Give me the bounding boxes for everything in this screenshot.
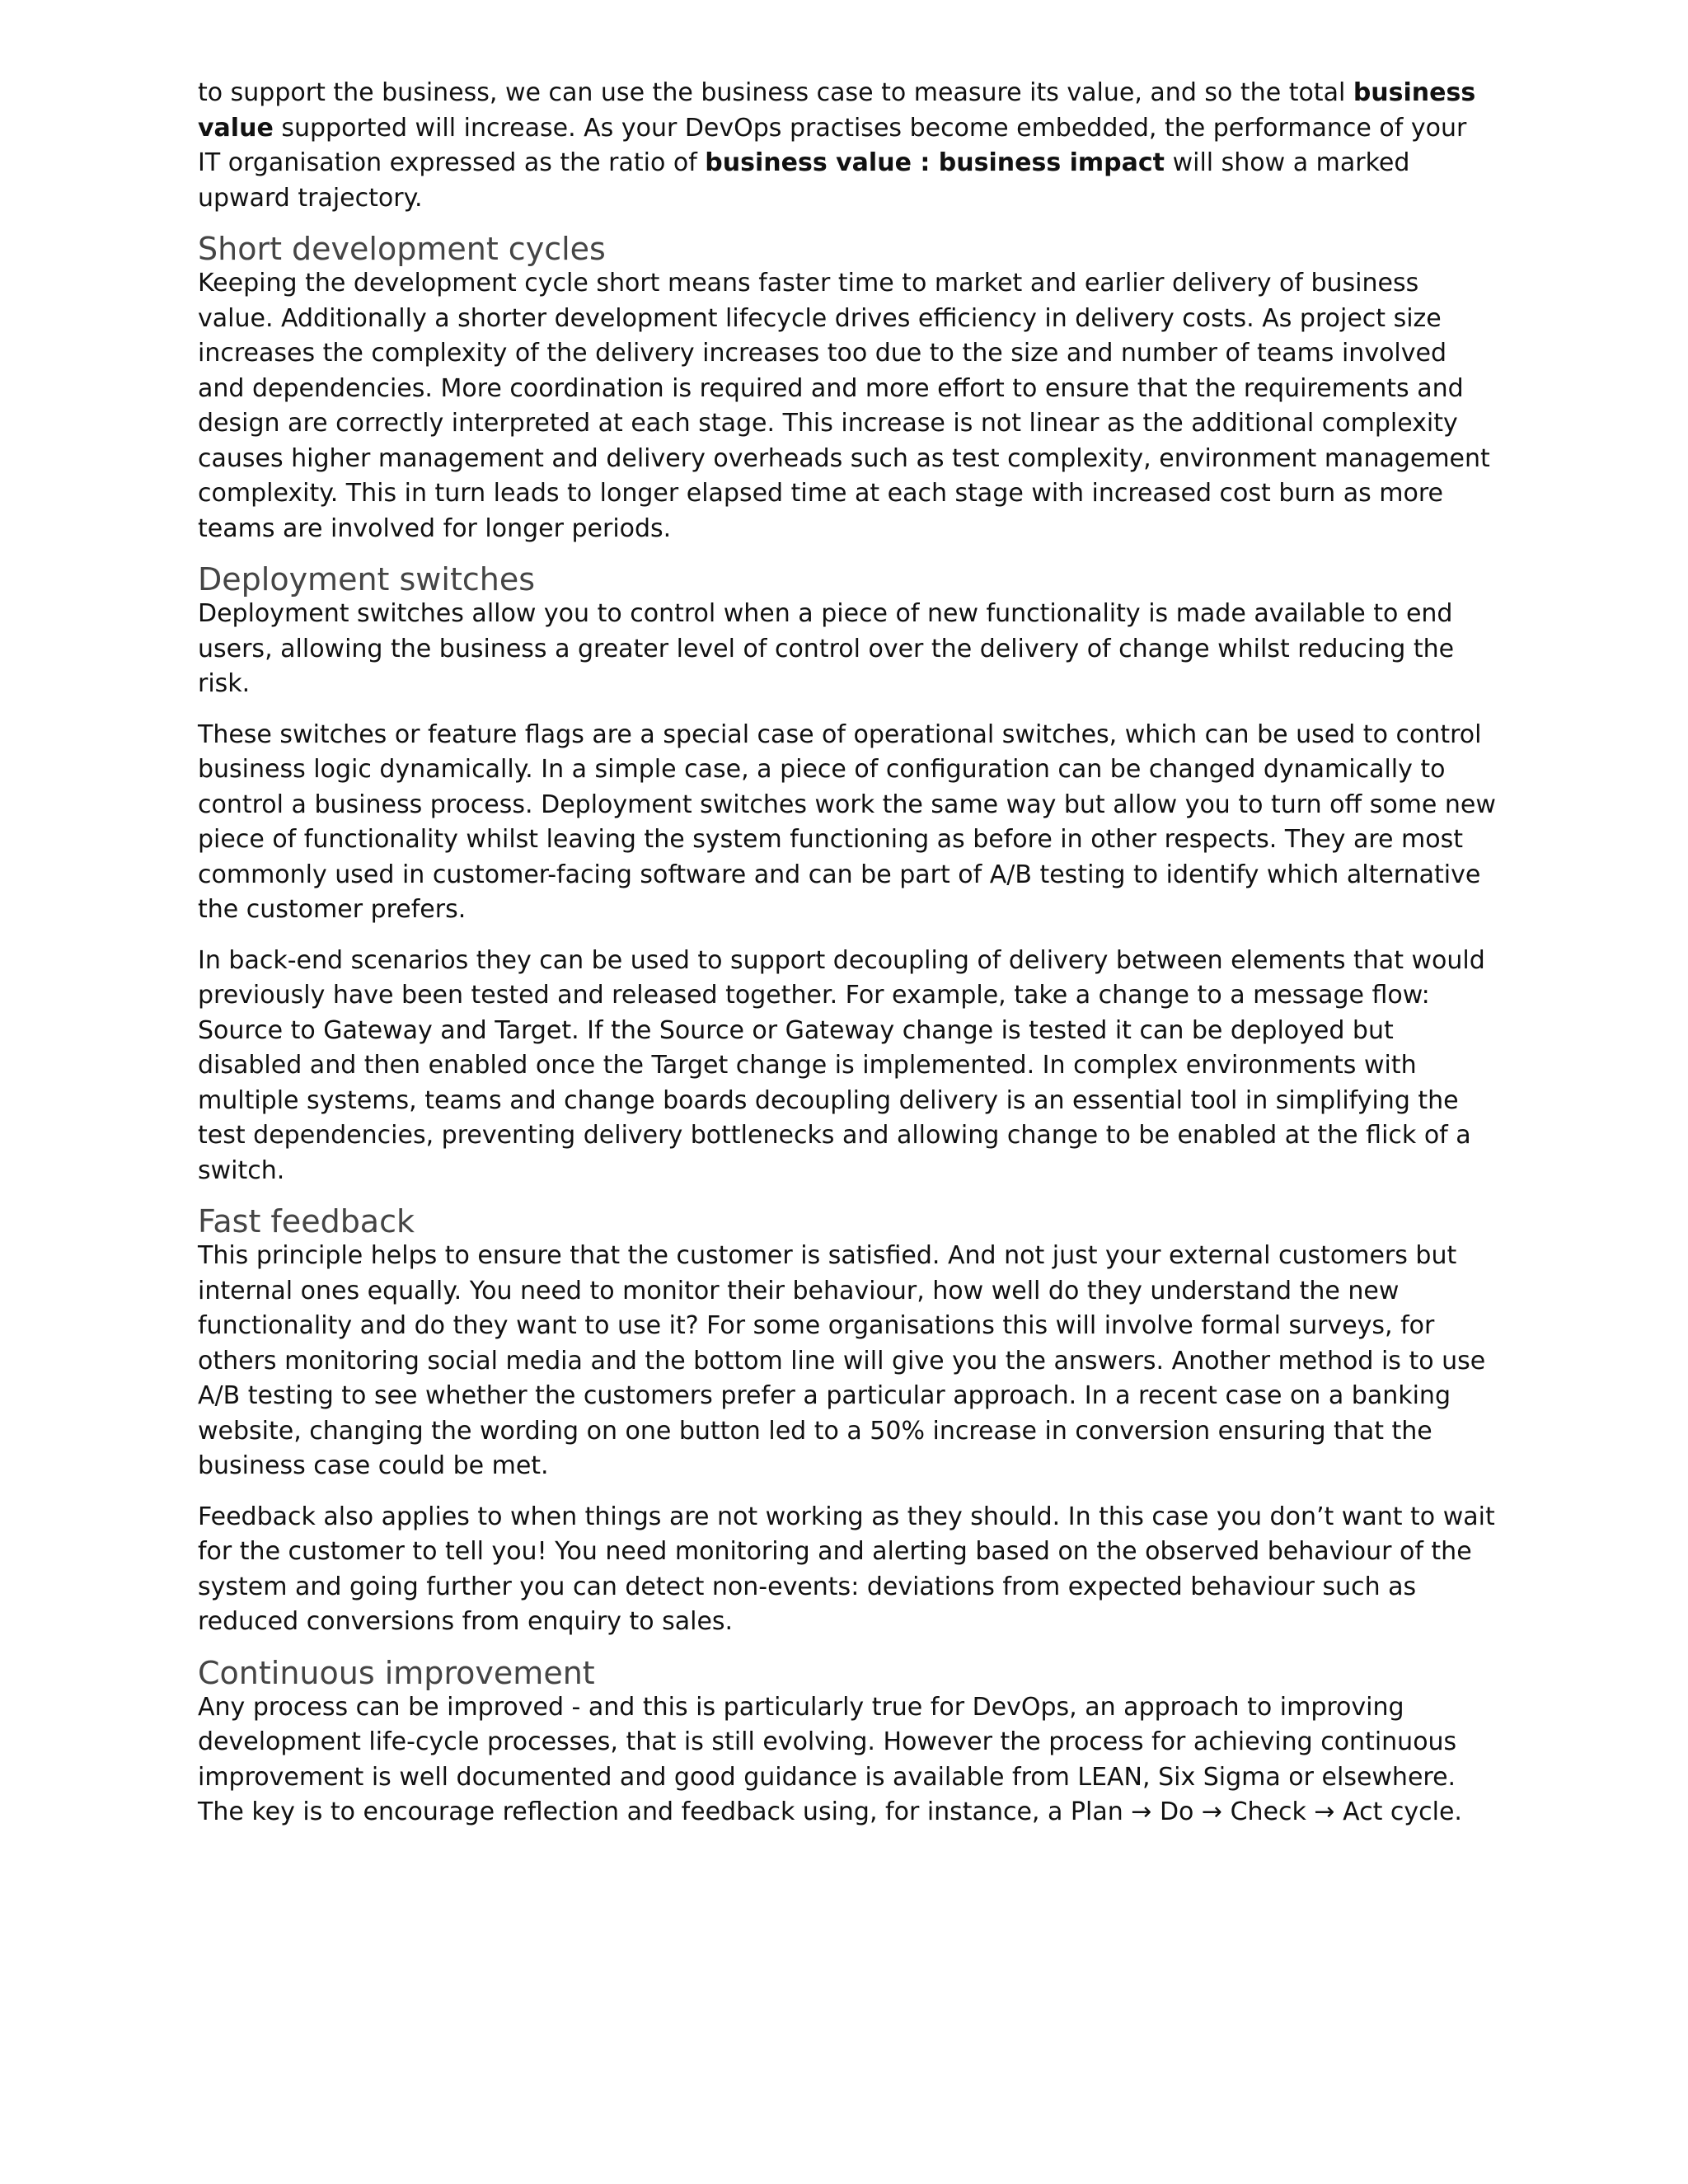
intro-paragraph <box>198 76 1496 216</box>
section-paragraph: These switches or feature flags are a special case of operational switches, which can be used to control business logic dynamically. In a simple case, a piece of configuration can be changed dynamically to control a business process. Deployment switches work the same way but allow you to turn off some new piece of functionality whilst leaving the system functioning as before in other respects. They are most commonly used in customer-facing software and can be part of A/B testing to identify which alternative the customer prefers. <box>198 719 1496 924</box>
section-paragraph: Keeping the development cycle short means faster time to market and earlier delivery of business value. Additionally a shorter development lifecycle drives efficiency in delivery costs. As project size increases the complexity of the delivery increases too due to the size and number of teams involved and dependencies. More coordination is required and more effort to ensure that the requirements and design are correctly interpreted at each stage. This increase is not linear as the additional complexity causes higher management and delivery overheads such as test complexity, environment management complexity. This in turn leads to longer elapsed time at each stage with increased cost burn as more teams are involved for longer periods. <box>198 269 1490 543</box>
section-heading: Continuous improvement <box>198 1654 595 1691</box>
section-fast-feedback <box>198 1204 1496 1640</box>
intro-bold-business-value: business value <box>198 78 1476 143</box>
intro-text-2: supported will increase. As your DevOps practises become embedded, the performance of your IT organisation expressed as the ratio of <box>198 113 1467 177</box>
section-paragraph: In back-end scenarios they can be used to support decoupling of delivery between elements that would previously have been tested and released together. For example, take a change to a message flow: Source to Gateway and Target. If the Source or Gateway change is tested it can be deployed but disabled and then enabled once the Target change is implemented. In complex environments with multiple systems, teams and change boards decoupling delivery is an essential tool in simplifying the test dependencies, preventing delivery bottlenecks and allowing change to be enabled at the flick of a switch. <box>198 945 1485 1185</box>
intro-bold-ratio: business value : business impact <box>705 148 1165 177</box>
intro-text-1: to support the business, we can use the business case to measure its value, and so the total <box>198 78 1353 107</box>
section-paragraph: This principle helps to ensure that the customer is satisfied. And not just your external customers but internal ones equally. You need to monitor their behaviour, how well do they understand the new functionality and do they want to use it? For some organisations this will involve formal surveys, for others monitoring social media and the bottom line will give you the answers. Another method is to use A/B testing to see whether the customers prefer a particular approach. In a recent case on a banking website, changing the wording on one button led to a 50% increase in conversion ensuring that the business case could be met. <box>198 1241 1486 1480</box>
document-page <box>198 76 1496 1846</box>
section-heading: Fast feedback <box>198 1203 415 1240</box>
section-short-development-cycles <box>198 232 1496 546</box>
section-continuous-improvement <box>198 1656 1496 1830</box>
section-paragraph: Feedback also applies to when things are not working as they should. In this case you don’t want to wait for the customer to tell you! You need monitoring and alerting based on the observed behaviour of the system and going further you can detect non-events: deviations from expected behaviour such as reduced conversions from enquiry to sales. <box>198 1502 1495 1636</box>
section-heading: Deployment switches <box>198 561 536 598</box>
section-paragraph: Any process can be improved - and this is particularly true for DevOps, an approach to improving development life-cycle processes, that is still evolving. However the process for achieving continuous improvement is well documented and good guidance is available from LEAN, Six Sigma or elsewhere. The key is to encourage reflection and feedback using, for instance, a Plan → Do → Check → Act cycle. <box>198 1692 1462 1826</box>
section-heading: Short development cycles <box>198 231 606 267</box>
intro-text-3: will show a marked upward trajectory. <box>198 148 1410 213</box>
section-deployment-switches <box>198 562 1496 1188</box>
section-paragraph: Deployment switches allow you to control when a piece of new functionality is made available to end users, allowing the business a greater level of control over the delivery of change whilst reducing the risk. <box>198 599 1455 698</box>
